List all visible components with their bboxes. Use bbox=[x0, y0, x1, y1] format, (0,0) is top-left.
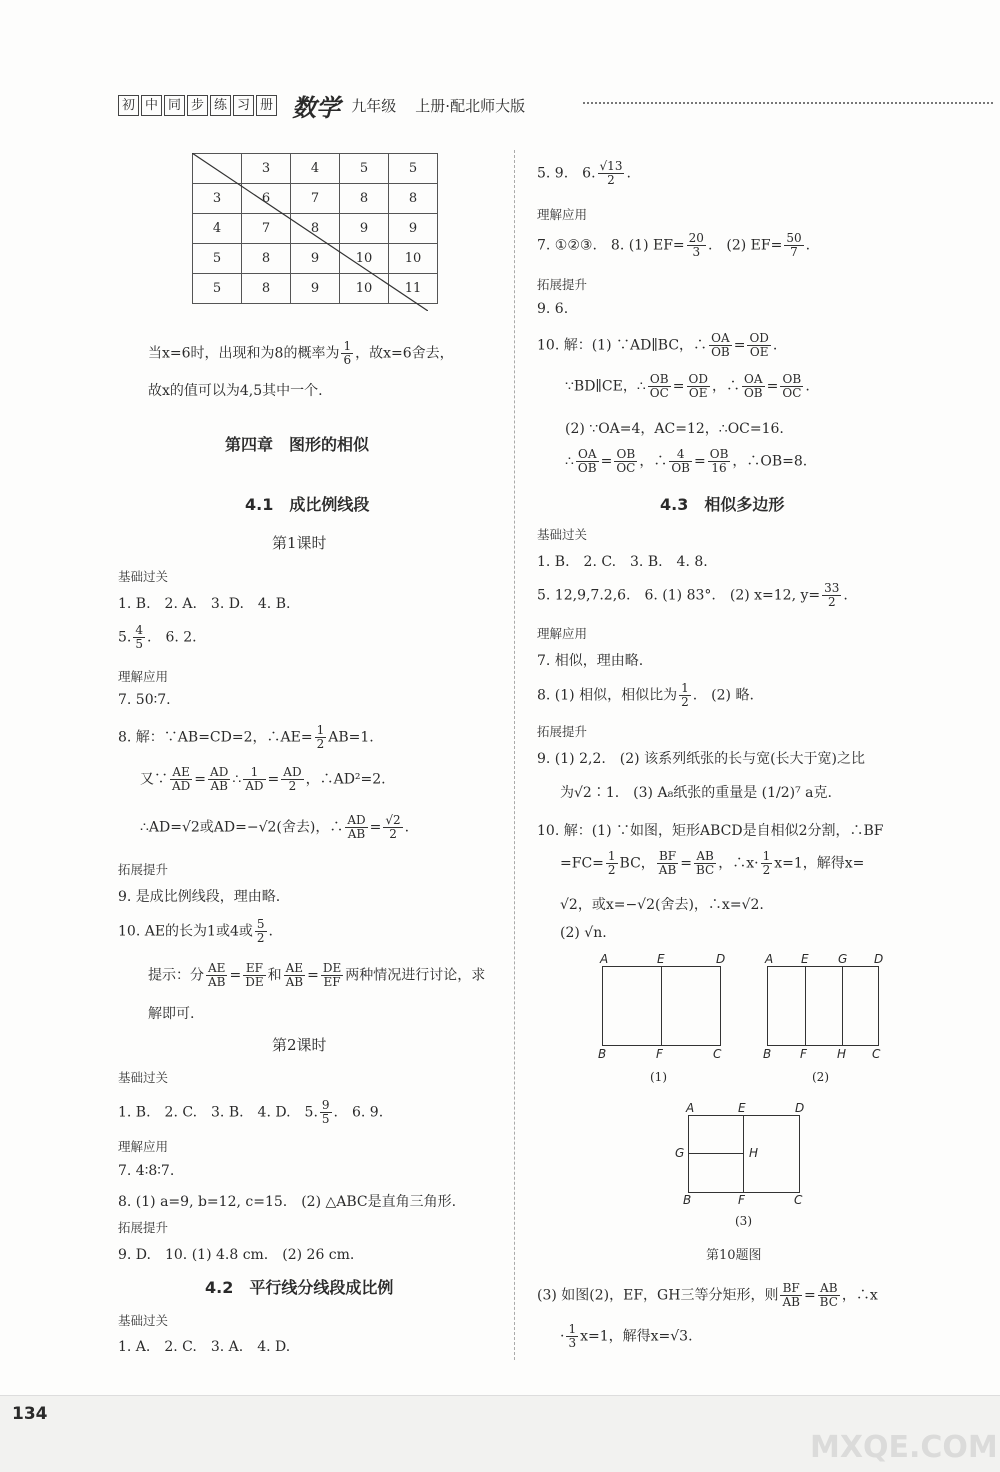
table-cell: 8 bbox=[389, 184, 438, 214]
answer-line: 9. 是成比例线段，理由略. bbox=[118, 889, 281, 905]
sum-table bbox=[192, 153, 438, 304]
page-number: 134 bbox=[12, 1404, 48, 1424]
point-label: G bbox=[838, 952, 848, 966]
header-dotted-rule bbox=[583, 102, 993, 104]
point-label: H bbox=[837, 1047, 847, 1061]
point-label: C bbox=[872, 1047, 881, 1061]
lesson-title: 第1课时 bbox=[272, 534, 327, 552]
point-label: D bbox=[716, 952, 726, 966]
point-label: D bbox=[874, 952, 884, 966]
section-title: 4.2 平行线分线段成比例 bbox=[205, 1278, 394, 1297]
point-label: A bbox=[686, 1101, 695, 1115]
segment-ef bbox=[661, 967, 662, 1045]
watermark: MXQE.COM bbox=[810, 1430, 998, 1465]
series-char: 练 bbox=[210, 95, 231, 116]
answer-line: 9. D. 10. (1) 4.8 cm. (2) 26 cm. bbox=[118, 1247, 355, 1263]
answer-line: 解即可. bbox=[148, 1006, 195, 1022]
figure-caption: (2) bbox=[812, 1070, 829, 1084]
section-label: 理解应用 bbox=[537, 207, 588, 222]
point-label: A bbox=[600, 952, 609, 966]
answer-line: ∴AD=√2或AD=−√2(舍去)，∴ $\frac{AD}{AB}$ = $\frac{√2}{2}$ . bbox=[140, 813, 410, 841]
segment-gh bbox=[689, 1153, 743, 1154]
answer-line: 7. 相似，理由略. bbox=[537, 653, 644, 669]
answer-line: 7. ①②③. 8. (1) EF= $\frac{20}{3}$ . (2) EF= $\frac{50}{7}$ . bbox=[537, 231, 811, 259]
section-label: 拓展提升 bbox=[118, 862, 169, 877]
table-cell: 7 bbox=[242, 214, 291, 244]
series-char: 初 bbox=[118, 95, 139, 116]
answer-line: 又∵ $\frac{AE}{AD}$ = $\frac{AD}{AB}$ ∴ $\frac{1}{AD}$ = $\frac{AD}{2}$ ，∴AD²=2. bbox=[140, 765, 386, 793]
lesson-title: 第2课时 bbox=[272, 1036, 327, 1054]
answer-line: 故x的值可以为4,5其中一个. bbox=[148, 383, 323, 399]
answer-line: √2，或x=−√2(舍去)，∴x=√2. bbox=[560, 897, 764, 913]
table-cell: 5 bbox=[193, 244, 242, 274]
answer-line: =FC= $\frac{1}{2}$ BC， $\frac{BF}{AB}$ = $\frac{AB}{BC}$ ，∴x· $\frac{1}{2}$ x=1，解得x= bbox=[560, 849, 865, 877]
table-cell: 5 bbox=[193, 274, 242, 304]
section-label: 基础过关 bbox=[118, 1313, 169, 1328]
table-cell: 4 bbox=[291, 154, 340, 184]
point-label: B bbox=[763, 1047, 772, 1061]
point-label: F bbox=[738, 1193, 745, 1207]
answer-line: 5. 12,9,7.2,6. 6. (1) 83°. (2) x=12, y= $\frac{33}{2}$ . bbox=[537, 581, 848, 609]
answer-line: 5. 9. 6. $\frac{√13}{2}$ . bbox=[537, 159, 631, 187]
answer-line: 7. 50∶7. bbox=[118, 692, 171, 708]
answer-line: 5. $\frac{4}{5}$ . 6. 2. bbox=[118, 623, 197, 651]
section-label: 拓展提升 bbox=[537, 724, 588, 739]
point-label: E bbox=[738, 1101, 746, 1115]
figure-title: 第10题图 bbox=[706, 1248, 762, 1263]
table-cell: 5 bbox=[340, 154, 389, 184]
point-label: B bbox=[598, 1047, 607, 1061]
point-label: D bbox=[795, 1101, 805, 1115]
table-cell: 9 bbox=[291, 274, 340, 304]
section-label: 基础过关 bbox=[537, 527, 588, 542]
table-cell: 11 bbox=[389, 274, 438, 304]
answer-line: 7. 4∶8∶7. bbox=[118, 1163, 175, 1179]
answer-line: 提示：分 $\frac{AE}{AB}$ = $\frac{EF}{DE}$ 和 $\frac{AE}{AB}$ = $\frac{DE}{EF}$ 两种情况进行讨论，求 bbox=[148, 961, 486, 989]
section-title: 4.1 成比例线段 bbox=[245, 495, 370, 514]
series-char: 步 bbox=[187, 95, 208, 116]
point-label: G bbox=[675, 1146, 685, 1160]
figure-rectangle-2 bbox=[767, 966, 879, 1046]
answer-line: 1. B. 2. C. 3. B. 4. 8. bbox=[537, 554, 708, 570]
section-label: 拓展提升 bbox=[537, 277, 588, 292]
point-label: E bbox=[657, 952, 665, 966]
answer-line: 8. 解：∵AB=CD=2，∴AE= $\frac{1}{2}$ AB=1. bbox=[118, 723, 374, 751]
page-header bbox=[118, 88, 998, 122]
answer-line: · $\frac{1}{3}$ x=1，解得x=√3. bbox=[560, 1322, 693, 1350]
segment-ef bbox=[743, 1116, 744, 1192]
section-label: 基础过关 bbox=[118, 569, 169, 584]
answer-line: 10. AE的长为1或4或 $\frac{5}{2}$ . bbox=[118, 917, 273, 945]
answer-line: (2) ∵OA=4，AC=12，∴OC=16. bbox=[565, 421, 784, 437]
point-label: H bbox=[749, 1146, 759, 1160]
answer-line: 1. B. 2. C. 3. B. 4. D. 5. $\frac{9}{5}$ . 6. 9. bbox=[118, 1098, 384, 1126]
figure-rectangle-1 bbox=[602, 966, 721, 1046]
point-label: C bbox=[713, 1047, 722, 1061]
answer-line: 9. 6. bbox=[537, 301, 569, 317]
table-cell: 8 bbox=[340, 184, 389, 214]
series-char: 习 bbox=[233, 95, 254, 116]
answer-line: 9. (1) 2,2. (2) 该系列纸张的长与宽(长大于宽)之比 bbox=[537, 751, 866, 767]
section-label: 理解应用 bbox=[118, 1139, 169, 1154]
section-label: 基础过关 bbox=[118, 1070, 169, 1085]
table-cell: 8 bbox=[242, 244, 291, 274]
point-label: F bbox=[656, 1047, 663, 1061]
answer-line: (3) 如图(2)，EF，GH三等分矩形，则 $\frac{BF}{AB}$ = $\frac{AB}{BC}$ ，∴x bbox=[537, 1281, 878, 1309]
table-cell: 9 bbox=[291, 244, 340, 274]
answer-line: 8. (1) 相似，相似比为 $\frac{1}{2}$ . (2) 略. bbox=[537, 681, 754, 709]
table-cell: 8 bbox=[291, 214, 340, 244]
answer-line: (2) √n. bbox=[560, 925, 607, 941]
section-label: 理解应用 bbox=[537, 626, 588, 641]
section-title: 4.3 相似多边形 bbox=[660, 495, 785, 514]
subject-title: 数学 bbox=[292, 93, 341, 122]
section-label: 理解应用 bbox=[118, 669, 169, 684]
table-cell: 6 bbox=[242, 184, 291, 214]
series-char: 册 bbox=[256, 95, 277, 116]
figure-caption: (3) bbox=[735, 1214, 752, 1228]
answer-line: 8. (1) a=9, b=12, c=15. (2) △ABC是直角三角形. bbox=[118, 1194, 457, 1210]
answer-line: 当x=6时，出现和为8的概率为 $\frac{1}{6}$ ，故x=6舍去， bbox=[148, 339, 454, 367]
table-cell: 10 bbox=[340, 274, 389, 304]
table-cell: 9 bbox=[340, 214, 389, 244]
chapter-title: 第四章 图形的相似 bbox=[225, 435, 370, 454]
point-label: F bbox=[800, 1047, 807, 1061]
figure-rectangle-3 bbox=[688, 1115, 800, 1193]
table-cell: 7 bbox=[291, 184, 340, 214]
table-cell: 3 bbox=[242, 154, 291, 184]
table-cell: 10 bbox=[389, 244, 438, 274]
table-cell: 9 bbox=[389, 214, 438, 244]
answer-line: ∵BD∥CE，∴ $\frac{OB}{OC}$ = $\frac{OD}{OE}$ ，∴ $\frac{OA}{OB}$ = $\frac{OB}{OC}$ . bbox=[565, 372, 810, 400]
segment-gh bbox=[842, 967, 843, 1045]
answer-line: 10. 解：(1) ∵AD∥BC，∴ $\frac{OA}{OB}$ = $\frac{OD}{OE}$ . bbox=[537, 331, 778, 359]
point-label: E bbox=[801, 952, 809, 966]
table-cell: 10 bbox=[340, 244, 389, 274]
segment-ef bbox=[805, 967, 806, 1045]
series-char: 中 bbox=[141, 95, 162, 116]
point-label: C bbox=[794, 1193, 803, 1207]
table-cell: 8 bbox=[242, 274, 291, 304]
figure-caption: (1) bbox=[650, 1070, 667, 1084]
table-diagonal bbox=[192, 153, 428, 311]
column-divider bbox=[514, 150, 515, 1360]
table-cell: 4 bbox=[193, 214, 242, 244]
table-cell: 3 bbox=[193, 184, 242, 214]
answer-line: 1. A. 2. C. 3. A. 4. D. bbox=[118, 1339, 291, 1355]
answer-line: 1. B. 2. A. 3. D. 4. B. bbox=[118, 596, 291, 612]
answer-line: 10. 解：(1) ∵如图，矩形ABCD是自相似2分割，∴BF bbox=[537, 823, 884, 839]
series-char: 同 bbox=[164, 95, 185, 116]
table-cell: 5 bbox=[389, 154, 438, 184]
point-label: A bbox=[765, 952, 774, 966]
edition-label: 上册·配北师大版 bbox=[415, 97, 526, 115]
answer-line: ∴ $\frac{OA}{OB}$ = $\frac{OB}{OC}$ ，∴ $\frac{4}{OB}$ = $\frac{OB}{16}$ ，∴OB=8. bbox=[565, 447, 808, 475]
section-label: 拓展提升 bbox=[118, 1220, 169, 1235]
grade-label: 九年级 bbox=[351, 97, 397, 115]
answer-line: 为√2∶1. (3) A₈纸张的重量是 (1/2)⁷ a克. bbox=[560, 785, 832, 801]
point-label: B bbox=[683, 1193, 692, 1207]
